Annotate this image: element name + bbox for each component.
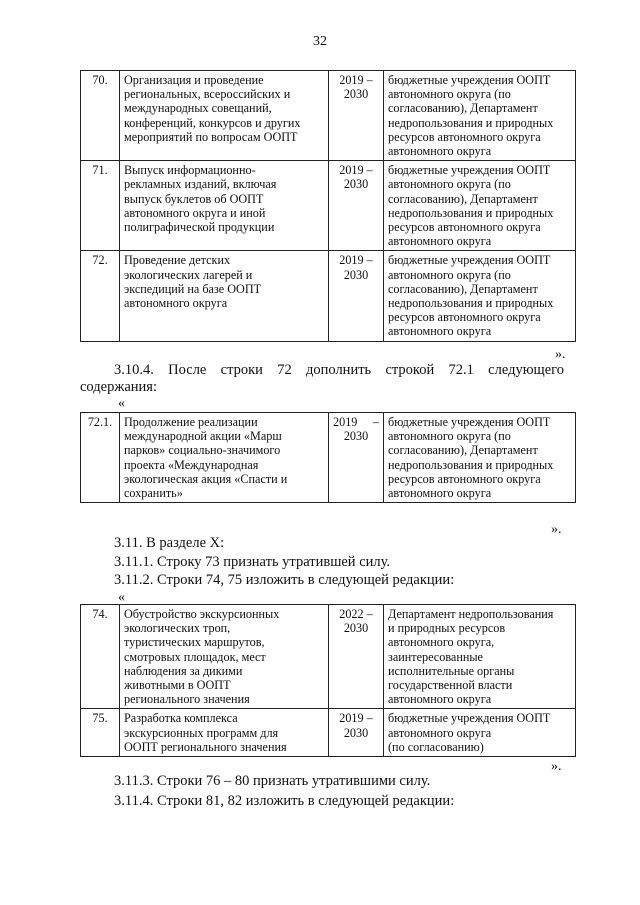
- paragraph-3-10-4: 3.10.4. После строки 72 дополнить строкой 72.1 следующего: [114, 362, 564, 378]
- paragraph-3-11-1: 3.11.1. Строку 73 признать утратившей силу.: [114, 554, 391, 570]
- paragraph-3-11-3: 3.11.3. Строки 76 – 80 признать утратившими силу.: [114, 773, 431, 789]
- measures-table-rows-70-72: [80, 70, 576, 342]
- term-cell: [329, 709, 384, 757]
- cell-text-line: международной акции «Марш: [124, 429, 282, 444]
- responsible-cell: [384, 71, 576, 161]
- paragraph-3-10-4-continuation: содержания:: [80, 379, 158, 395]
- cell-text-line: 2030: [343, 267, 369, 282]
- row-number-cell: 72.1.: [81, 413, 120, 503]
- cell-text-line: Продолжение реализации: [124, 415, 258, 429]
- cell-text-line: наблюдения за дикими: [124, 663, 243, 678]
- cell-text-line: автономного округа (по: [388, 267, 511, 282]
- cell-text-line: туристических маршрутов,: [124, 635, 265, 650]
- page-number: 32: [313, 34, 327, 49]
- cell-text-line: согласованию), Департамент: [388, 281, 538, 296]
- table-row: [81, 605, 576, 709]
- cell-text-line: автономного округа: [388, 692, 492, 707]
- cell-text-line: конференций, конкурсов и других: [124, 115, 301, 130]
- cell-text-line: Проведение детских: [124, 253, 231, 268]
- cell-text-line: Обустройство экскурсионных: [124, 607, 280, 621]
- cell-text-line: экологических троп,: [124, 621, 231, 636]
- cell-text-line: 2019 –: [339, 163, 373, 178]
- cell-text-line: 2019 –: [339, 73, 373, 87]
- cell-text-line: ресурсов автономного округа: [388, 471, 541, 486]
- cell-text-line: исполнительные органы: [388, 663, 515, 678]
- cell-text-line: автономного округа и иной: [124, 205, 266, 220]
- cell-text-line: 2022 –: [339, 607, 373, 621]
- row-number-cell: 72.: [81, 251, 120, 341]
- closing-quote: ».: [555, 347, 566, 362]
- cell-text-line: согласованию), Департамент: [388, 191, 538, 206]
- cell-text-line: Департамент недропользования: [388, 607, 554, 621]
- term-cell: [329, 605, 384, 709]
- paragraph-3-11: 3.11. В разделе X:: [114, 535, 225, 551]
- cell-text-line: проекта «Международная: [124, 457, 259, 472]
- opening-quote: «: [118, 590, 125, 605]
- cell-text-line: недропользования и природных: [388, 205, 554, 220]
- opening-quote: «: [118, 396, 125, 411]
- cell-text-line: автономного округа (по: [388, 177, 511, 192]
- term-cell: [329, 251, 384, 341]
- cell-text-line: 2019 –: [339, 253, 373, 268]
- cell-text-line: сохранить»: [124, 486, 183, 501]
- cell-text-line: заинтересованные: [388, 649, 483, 664]
- responsible-cell: [384, 251, 576, 341]
- cell-text-line: мероприятий по вопросам ООПТ: [124, 129, 298, 144]
- responsible-cell: [384, 709, 576, 757]
- cell-text-line: Выпуск информационно-: [124, 163, 256, 178]
- table-row: [81, 413, 576, 503]
- responsible-cell: [384, 161, 576, 251]
- cell-text-line: автономного округа: [388, 486, 492, 501]
- cell-text-line: и природных ресурсов: [388, 621, 506, 636]
- cell-text-line: согласованию), Департамент: [388, 101, 538, 116]
- term-cell: [329, 413, 384, 503]
- cell-text-line: автономного округа: [388, 324, 492, 339]
- closing-quote: ».: [551, 522, 562, 537]
- measure-name-cell: [120, 413, 329, 503]
- cell-text-line: бюджетные учреждения ООПТ: [388, 73, 551, 87]
- cell-text-line: недропользования и природных: [388, 115, 554, 130]
- cell-text-line: экспедиций на базе ООПТ: [124, 281, 262, 296]
- cell-text-line: недропользования и природных: [388, 296, 554, 311]
- cell-text-line: бюджетные учреждения ООПТ: [388, 163, 551, 178]
- cell-text-line: Разработка комплекса: [124, 711, 238, 726]
- cell-text-line: 2019 –: [339, 711, 373, 726]
- cell-text-line: бюджетные учреждения ООПТ: [388, 415, 551, 429]
- cell-text-line: автономного округа: [388, 725, 492, 740]
- table-row: [81, 709, 576, 757]
- cell-text-line: ресурсов автономного округа: [388, 310, 541, 325]
- cell-text-line: 2030: [343, 725, 369, 740]
- cell-text-line: ООПТ регионального значения: [124, 739, 287, 754]
- cell-text-line: парков» социально-значимого: [124, 443, 281, 458]
- measures-table-rows-74-75: [80, 604, 576, 757]
- cell-text-line: ресурсов автономного округа: [388, 129, 541, 144]
- measure-name-cell: [120, 71, 329, 161]
- measure-name-cell: [120, 161, 329, 251]
- row-number-cell: 74.: [81, 605, 120, 709]
- cell-text-line: экологическая акция «Спасти и: [124, 471, 288, 486]
- cell-text-line: 2030: [343, 621, 369, 636]
- cell-text-line: международных совещаний,: [124, 101, 272, 116]
- cell-text-line: автономного округа: [124, 296, 228, 311]
- row-number-cell: 75.: [81, 709, 120, 757]
- cell-text-line: животными в ООПТ: [124, 678, 231, 693]
- cell-text-line: полиграфической продукции: [124, 220, 275, 235]
- cell-text-line: Организация и проведение: [124, 73, 264, 87]
- measure-name-cell: [120, 605, 329, 709]
- measure-name-cell: [120, 251, 329, 341]
- term-cell: [329, 71, 384, 161]
- responsible-cell: [384, 413, 576, 503]
- cell-text-line: (по согласованию): [388, 739, 484, 754]
- cell-text-line: автономного округа: [388, 234, 492, 249]
- cell-text-line: автономного округа (по: [388, 429, 511, 444]
- table-row: [81, 251, 576, 341]
- cell-text-line: государственной власти: [388, 678, 513, 693]
- row-number-cell: 71.: [81, 161, 120, 251]
- cell-text-line: экологических лагерей и: [124, 267, 253, 282]
- cell-text-line: бюджетные учреждения ООПТ: [388, 711, 551, 726]
- cell-text-line: региональных, всероссийских и: [124, 87, 291, 102]
- cell-text-line: экскурсионных программ для: [124, 725, 279, 740]
- cell-text-line: недропользования и природных: [388, 457, 554, 472]
- cell-text-line: смотровых площадок, мест: [124, 649, 266, 664]
- cell-text-line: бюджетные учреждения ООПТ: [388, 253, 551, 268]
- term-dash: –: [372, 415, 379, 429]
- term-cell: [329, 161, 384, 251]
- closing-quote: ».: [551, 759, 562, 774]
- cell-text-line: автономного округа (по: [388, 87, 511, 102]
- paragraph-3-11-4: 3.11.4. Строки 81, 82 изложить в следующей редакции:: [114, 793, 455, 809]
- cell-text-line: ресурсов автономного округа: [388, 220, 541, 235]
- row-number-cell: 70.: [81, 71, 120, 161]
- cell-text-line: рекламных изданий, включая: [124, 177, 277, 192]
- term-start-line: [333, 415, 379, 429]
- responsible-cell: [384, 605, 576, 709]
- cell-text-line: регионального значения: [124, 692, 250, 707]
- term-end-year: 2030: [343, 429, 369, 444]
- measure-name-cell: [120, 709, 329, 757]
- measures-table-row-72-1: [80, 412, 576, 503]
- cell-text-line: выпуск буклетов об ООПТ: [124, 191, 264, 206]
- cell-text-line: 2030: [343, 87, 369, 102]
- paragraph-3-11-2: 3.11.2. Строки 74, 75 изложить в следующей редакции:: [114, 572, 455, 588]
- cell-text-line: автономного округа: [388, 144, 492, 159]
- term-start-year: 2019: [333, 415, 358, 429]
- cell-text-line: автономного округа,: [388, 635, 495, 650]
- table-row: [81, 161, 576, 251]
- cell-text-line: 2030: [343, 177, 369, 192]
- cell-text-line: согласованию), Департамент: [388, 443, 538, 458]
- table-row: [81, 71, 576, 161]
